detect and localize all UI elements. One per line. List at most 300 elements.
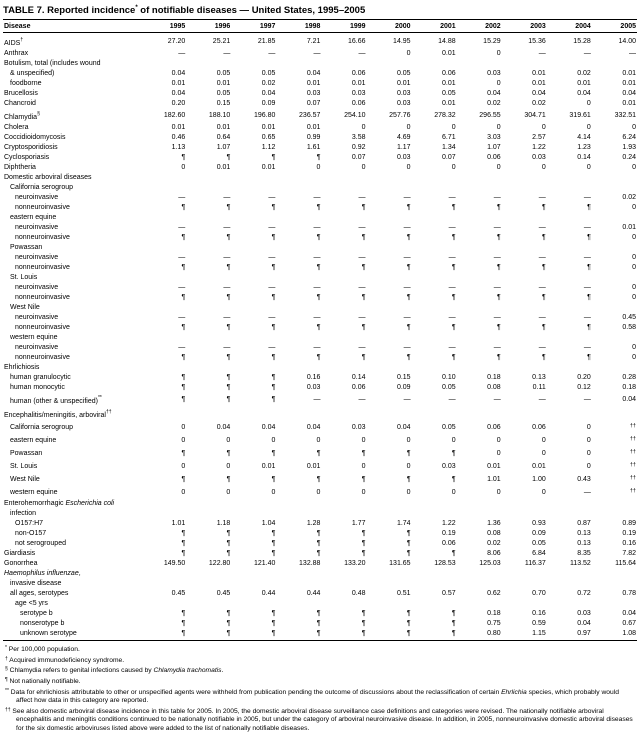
value-cell <box>321 303 366 313</box>
value-cell <box>412 243 457 253</box>
value-cell <box>141 59 186 69</box>
disease-label: O157:H7 <box>15 520 44 528</box>
value-cell <box>502 273 547 283</box>
value-cell: ¶ <box>181 396 186 404</box>
value-cell: 0 <box>586 164 591 172</box>
value-cell: 0 <box>632 264 636 272</box>
value-cell <box>412 333 457 343</box>
value-cell <box>367 499 412 509</box>
table-row <box>3 609 637 619</box>
value-cell <box>276 213 321 223</box>
value-cell <box>547 243 592 253</box>
value-cell <box>367 173 412 183</box>
value-cell <box>321 213 366 223</box>
table-row <box>3 109 637 123</box>
value-cell: — <box>268 284 276 292</box>
value-cell: ¶ <box>451 550 456 558</box>
disease-label: human granulocytic <box>10 374 71 382</box>
value-cell: 0 <box>586 423 591 431</box>
value-cell: 0.06 <box>351 100 366 108</box>
value-cell: — <box>403 254 411 262</box>
value-cell: 1.61 <box>306 144 321 152</box>
value-cell: 278.32 <box>434 112 456 120</box>
disease-label: invasive disease <box>10 580 62 588</box>
value-cell: 0.01 <box>216 164 231 172</box>
value-cell <box>412 579 457 589</box>
value-cell <box>367 243 412 253</box>
footnote-marker: ** <box>97 395 102 402</box>
value-cell: ¶ <box>316 204 321 212</box>
table-row <box>3 79 637 89</box>
value-cell: 0 <box>541 164 546 172</box>
value-cell <box>412 407 457 421</box>
value-cell: — <box>358 314 366 322</box>
value-cell: ¶ <box>226 620 231 628</box>
value-cell: 8.06 <box>487 550 501 558</box>
table-row <box>3 99 637 109</box>
value-cell: 236.57 <box>299 112 321 120</box>
value-cell: 0.03 <box>577 610 591 618</box>
value-cell: ¶ <box>181 354 186 362</box>
table-row <box>3 33 637 50</box>
table-row <box>3 343 637 353</box>
value-cell: — <box>358 284 366 292</box>
value-cell: ¶ <box>367 629 412 641</box>
disease-label: western equine <box>10 488 58 496</box>
value-cell: 0.12 <box>577 384 591 392</box>
table-row <box>3 589 637 599</box>
table-row <box>3 323 637 333</box>
value-cell: ¶ <box>271 449 276 457</box>
value-cell: 131.65 <box>389 560 411 568</box>
value-cell: ¶ <box>542 264 546 272</box>
value-cell: ¶ <box>361 610 366 618</box>
footnote: ¶ Not nationally notifiable. <box>5 676 81 685</box>
disease-label: human (other & unspecified)** <box>10 395 102 406</box>
value-cell: ¶ <box>226 374 231 382</box>
value-cell: 0.01 <box>532 462 546 470</box>
table-row <box>3 49 637 59</box>
value-cell: — <box>448 344 456 352</box>
value-cell: — <box>493 314 501 322</box>
value-cell: 1.04 <box>261 520 276 528</box>
value-cell: 1.17 <box>396 144 411 152</box>
value-cell: ¶ <box>361 449 366 457</box>
value-cell: 15.28 <box>573 38 591 46</box>
value-cell: 0 <box>632 164 636 172</box>
value-cell: 188.10 <box>208 112 231 120</box>
value-cell: 332.51 <box>614 112 636 120</box>
table-row <box>3 223 637 233</box>
disease-label: eastern equine <box>10 214 57 222</box>
table-row <box>3 313 637 323</box>
value-cell: 0 <box>181 436 186 444</box>
value-cell: ¶ <box>186 629 231 641</box>
value-cell: 0.19 <box>622 530 636 538</box>
value-cell: — <box>313 224 321 232</box>
value-cell: — <box>268 344 276 352</box>
value-cell <box>321 599 366 609</box>
disease-label: neuroinvasive <box>15 254 59 262</box>
value-cell: ¶ <box>316 354 321 362</box>
value-cell: 0.02 <box>261 80 276 88</box>
disease-label: Enterohemorrhagic Escherichia coli <box>4 500 115 508</box>
disease-label: Brucellosis <box>4 90 38 98</box>
footnote-marker: * <box>5 645 7 652</box>
value-cell: — <box>493 224 501 232</box>
value-cell: 1.00 <box>532 475 546 483</box>
disease-label: Encephalitis/meningitis, arboviral†† <box>4 409 112 420</box>
value-cell: 116.37 <box>524 560 546 568</box>
value-cell: 0.75 <box>487 620 501 628</box>
value-cell: 0.03 <box>306 90 321 98</box>
value-cell: 0 <box>586 436 591 444</box>
disease-label: Botulism, total (includes wound <box>4 60 101 68</box>
disease-label: nonneuroinvasive <box>15 234 70 242</box>
value-cell: 0.03 <box>351 423 366 431</box>
value-cell: 1.07 <box>216 144 231 152</box>
value-cell: ¶ <box>226 540 231 548</box>
value-cell: 1.01 <box>171 520 186 528</box>
value-cell: — <box>448 396 456 404</box>
value-cell: 0.57 <box>442 590 456 598</box>
value-cell: 0.01 <box>351 80 366 88</box>
value-cell: — <box>583 50 591 58</box>
value-cell: †† <box>629 436 636 443</box>
value-cell: 0.19 <box>442 530 456 538</box>
value-cell: 0.44 <box>306 590 321 598</box>
value-cell: 0.01 <box>442 100 456 108</box>
value-cell: 1.74 <box>396 520 411 528</box>
value-cell: 0.01 <box>306 124 321 132</box>
value-cell: — <box>403 284 411 292</box>
value-cell: 0.01 <box>171 80 186 88</box>
value-cell: ¶ <box>316 530 321 538</box>
value-cell: — <box>403 344 411 352</box>
value-cell: ¶ <box>271 204 276 212</box>
value-cell: ¶ <box>451 610 456 618</box>
value-cell: ¶ <box>361 354 366 362</box>
value-cell: 1.93 <box>622 144 636 152</box>
value-cell: 0 <box>406 124 411 132</box>
value-cell <box>186 579 231 589</box>
value-cell: ¶ <box>181 550 186 558</box>
value-cell <box>231 183 276 193</box>
value-cell: ¶ <box>316 540 321 548</box>
value-cell: ¶ <box>271 354 276 362</box>
value-cell: 0 <box>406 488 411 496</box>
value-cell: 27.20 <box>167 38 186 46</box>
value-cell <box>457 183 502 193</box>
value-cell: 128.53 <box>434 560 456 568</box>
value-cell <box>457 579 502 589</box>
disease-label: not serogrouped <box>15 540 66 548</box>
value-cell: — <box>358 50 366 58</box>
table-row <box>3 599 637 609</box>
disease-label: nonneuroinvasive <box>15 324 70 332</box>
value-cell: 319.61 <box>569 112 591 120</box>
value-cell: ¶ <box>141 629 186 641</box>
value-cell: 21.85 <box>257 38 276 46</box>
value-cell: 115.64 <box>615 560 636 568</box>
value-cell: — <box>403 224 411 232</box>
value-cell <box>276 599 321 609</box>
value-cell <box>502 407 547 421</box>
column-header-2000: 2000 <box>367 20 412 33</box>
value-cell <box>141 509 186 519</box>
value-cell <box>276 333 321 343</box>
value-cell <box>412 213 457 223</box>
value-cell: ¶ <box>226 530 231 538</box>
value-cell <box>457 273 502 283</box>
value-cell: †† <box>629 488 636 495</box>
footnote-marker: § <box>5 666 8 673</box>
value-cell <box>457 569 502 579</box>
value-cell: ¶ <box>316 294 321 302</box>
value-cell: 0.05 <box>442 90 456 98</box>
table-row <box>3 69 637 79</box>
value-cell: — <box>358 396 366 404</box>
value-cell: 0.03 <box>396 154 411 162</box>
table-row <box>3 509 637 519</box>
value-cell: — <box>223 344 231 352</box>
value-cell: 0 <box>586 449 591 457</box>
value-cell <box>547 569 592 579</box>
value-cell: ¶ <box>496 354 501 362</box>
table-row <box>3 473 637 486</box>
value-cell: — <box>178 50 186 58</box>
value-cell: 254.10 <box>344 112 366 120</box>
value-cell: 0.08 <box>487 530 501 538</box>
value-cell: — <box>538 344 546 352</box>
value-cell <box>231 569 276 579</box>
table-row <box>3 434 637 447</box>
value-cell: 0.59 <box>532 620 546 628</box>
value-cell: 0.18 <box>487 374 501 382</box>
value-cell: 0 <box>496 449 501 457</box>
table-row <box>3 629 637 641</box>
value-cell: ¶ <box>271 374 276 382</box>
value-cell: 1.18 <box>216 520 231 528</box>
value-cell: ¶ <box>226 324 231 332</box>
value-cell <box>186 243 231 253</box>
value-cell: 3.58 <box>351 134 366 142</box>
value-cell: ¶ <box>181 324 186 332</box>
value-cell <box>231 579 276 589</box>
value-cell: — <box>583 314 591 322</box>
value-cell <box>141 579 186 589</box>
value-cell <box>367 59 412 69</box>
value-cell <box>186 303 231 313</box>
value-cell <box>547 599 592 609</box>
footnote-marker: ** <box>5 687 9 694</box>
value-cell: ¶ <box>406 449 411 457</box>
disease-label: California serogroup <box>10 423 74 431</box>
value-cell: 0 <box>541 436 546 444</box>
disease-label: nonneuroinvasive <box>15 354 70 362</box>
disease-label: unknown serotype <box>3 629 141 641</box>
value-cell: 6.71 <box>442 134 456 142</box>
value-cell: 0.03 <box>396 100 411 108</box>
table-row <box>3 447 637 460</box>
value-cell: 0.08 <box>487 384 501 392</box>
value-cell: 0.01 <box>261 462 276 470</box>
value-cell: — <box>583 254 591 262</box>
value-cell: 0.92 <box>351 144 366 152</box>
value-cell: 0.05 <box>532 540 546 548</box>
value-cell: ¶ <box>181 154 186 162</box>
value-cell: — <box>583 344 591 352</box>
value-cell: — <box>538 50 546 58</box>
value-cell: ¶ <box>496 294 501 302</box>
value-cell: 0 <box>406 436 411 444</box>
value-cell: ¶ <box>226 396 231 404</box>
value-cell: 0.51 <box>396 590 411 598</box>
value-cell: 0.07 <box>306 100 321 108</box>
value-cell <box>186 59 231 69</box>
value-cell <box>231 499 276 509</box>
value-cell: 0 <box>226 436 231 444</box>
value-cell: — <box>403 314 411 322</box>
value-cell: — <box>313 254 321 262</box>
value-cell: ¶ <box>587 234 591 242</box>
value-cell: 0.44 <box>261 590 276 598</box>
disease-label: nonneuroinvasive <box>15 294 70 302</box>
value-cell: 0.62 <box>487 590 501 598</box>
disease-label: Giardiasis <box>4 550 36 558</box>
value-cell <box>502 59 547 69</box>
value-cell: 14.00 <box>618 38 636 46</box>
value-cell: ¶ <box>226 234 231 242</box>
value-cell <box>141 213 186 223</box>
value-cell: ¶ <box>226 354 231 362</box>
value-cell: ¶ <box>226 550 231 558</box>
value-cell <box>592 243 637 253</box>
value-cell: 0.13 <box>577 540 591 548</box>
value-cell <box>276 273 321 283</box>
value-cell: 0.07 <box>351 154 366 162</box>
value-cell <box>547 499 592 509</box>
table-row <box>3 213 637 223</box>
value-cell <box>547 183 592 193</box>
value-cell <box>592 213 637 223</box>
value-cell <box>276 579 321 589</box>
table-row <box>3 579 637 589</box>
value-cell <box>321 243 366 253</box>
table-row <box>3 243 637 253</box>
value-cell <box>412 173 457 183</box>
value-cell <box>547 59 592 69</box>
value-cell: 0.03 <box>351 90 366 98</box>
value-cell <box>457 363 502 373</box>
disease-label: infection <box>10 510 37 518</box>
value-cell: ¶ <box>406 264 411 272</box>
column-header-2001: 2001 <box>412 20 457 33</box>
footnotes <box>3 641 637 733</box>
value-cell: 0.09 <box>261 100 276 108</box>
disease-label: AIDS† <box>4 37 24 48</box>
value-cell: ¶ <box>316 234 321 242</box>
value-cell: — <box>538 224 546 232</box>
value-cell <box>276 59 321 69</box>
value-cell: 0 <box>586 462 591 470</box>
value-cell <box>367 509 412 519</box>
value-cell: 0 <box>181 488 186 496</box>
value-cell: 0.24 <box>622 154 636 162</box>
value-cell: ¶ <box>316 475 321 483</box>
table-row <box>3 263 637 273</box>
value-cell: 0 <box>541 449 546 457</box>
value-cell <box>186 569 231 579</box>
value-cell: 0 <box>361 124 366 132</box>
value-cell <box>186 333 231 343</box>
value-cell: ¶ <box>271 475 276 483</box>
value-cell: 0 <box>316 436 321 444</box>
value-cell: 0.46 <box>171 134 186 142</box>
value-cell: 3.03 <box>487 134 501 142</box>
value-cell: — <box>313 396 321 404</box>
value-cell: ¶ <box>361 264 366 272</box>
value-cell: 0.01 <box>216 80 231 88</box>
value-cell: ¶ <box>276 629 321 641</box>
value-cell <box>231 407 276 421</box>
value-cell <box>367 363 412 373</box>
value-cell: ¶ <box>406 550 411 558</box>
value-cell: ¶ <box>451 475 456 483</box>
value-cell: 1.22 <box>442 520 456 528</box>
value-cell: 0.01 <box>577 80 591 88</box>
value-cell: 0.11 <box>532 384 546 392</box>
disease-label: Chlamydia§ <box>4 111 40 122</box>
value-cell: 0.06 <box>442 540 456 548</box>
value-cell: 121.40 <box>253 560 276 568</box>
value-cell: 0.04 <box>622 396 636 404</box>
value-cell: 0.05 <box>261 70 276 78</box>
value-cell: 0 <box>316 164 321 172</box>
value-cell: ¶ <box>361 475 366 483</box>
value-cell: 14.95 <box>393 38 411 46</box>
value-cell <box>592 569 637 579</box>
value-cell <box>186 213 231 223</box>
value-cell: ¶ <box>451 234 456 242</box>
value-cell: 0.04 <box>171 70 186 78</box>
value-cell <box>321 183 366 193</box>
value-cell <box>412 499 457 509</box>
value-cell: ¶ <box>271 540 276 548</box>
value-cell: 0 <box>226 462 231 470</box>
value-cell: ¶ <box>361 540 366 548</box>
value-cell <box>231 509 276 519</box>
value-cell <box>502 243 547 253</box>
table-title-rest: of notifiable diseases — United States, 1995–2005 <box>137 5 366 17</box>
table-row <box>3 421 637 434</box>
value-cell <box>186 183 231 193</box>
value-cell: 0.06 <box>487 154 501 162</box>
value-cell <box>367 303 412 313</box>
table-row <box>3 529 637 539</box>
value-cell: ¶ <box>496 324 501 332</box>
value-cell: 0 <box>632 234 636 242</box>
value-cell: ¶ <box>587 354 591 362</box>
column-header-2002: 2002 <box>457 20 502 33</box>
value-cell: ¶ <box>496 204 501 212</box>
value-cell <box>231 333 276 343</box>
value-cell: 0.16 <box>306 374 321 382</box>
value-cell: 0.01 <box>306 80 321 88</box>
value-cell: 6.84 <box>532 550 546 558</box>
value-cell: 0.15 <box>216 100 231 108</box>
value-cell: — <box>268 50 276 58</box>
